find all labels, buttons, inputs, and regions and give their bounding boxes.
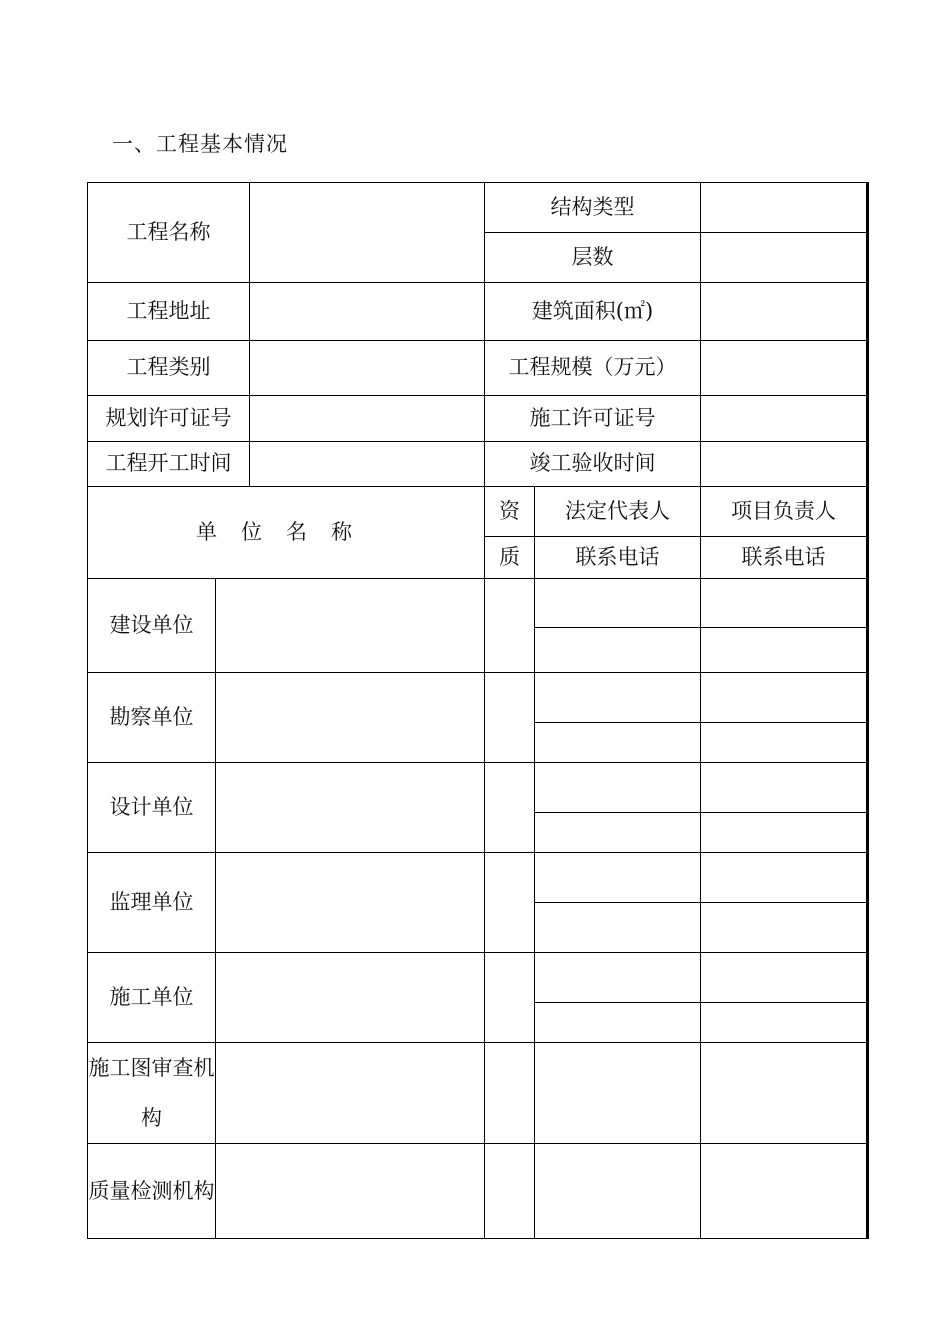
drawing-review-name-field[interactable] [216,1043,485,1144]
project-name-field[interactable] [250,183,485,283]
supervision-unit-rep-phone-field[interactable] [535,903,701,953]
design-unit-rep-phone-field[interactable] [535,813,701,853]
drawing-review-lead-field[interactable] [701,1043,868,1144]
project-lead-header: 项目负责人 [701,487,868,537]
project-address-label: 工程地址 [88,283,250,341]
construction-owner-legal-rep-field[interactable] [535,579,701,628]
construction-owner-qualification-field[interactable] [485,579,535,673]
contact-phone-header: 联系电话 [701,537,868,579]
contractor-unit-lead-field[interactable] [701,953,868,1003]
design-unit-legal-rep-field[interactable] [535,763,701,813]
construction-owner-label: 建设单位 [88,579,216,673]
design-unit-lead-phone-field[interactable] [701,813,868,853]
survey-unit-name-field[interactable] [216,673,485,763]
project-name-label: 工程名称 [88,183,250,283]
drawing-review-label: 施工图审查机构 [88,1043,216,1144]
contractor-unit-legal-rep-field[interactable] [535,953,701,1003]
supervision-unit-lead-field[interactable] [701,853,868,903]
structure-type-field[interactable] [701,183,868,233]
supervision-unit-qualification-field[interactable] [485,853,535,953]
floors-field[interactable] [701,233,868,283]
design-unit-label: 设计单位 [88,763,216,853]
contractor-unit-rep-phone-field[interactable] [535,1003,701,1043]
unit-name-header: 单位名称 [88,487,485,579]
survey-unit-lead-phone-field[interactable] [701,723,868,763]
project-scale-label: 工程规模（万元） [485,341,701,396]
design-unit-lead-field[interactable] [701,763,868,813]
structure-type-label: 结构类型 [485,183,701,233]
supervision-unit-name-field[interactable] [216,853,485,953]
qualification-header-bottom: 质 [485,537,535,579]
construction-permit-field[interactable] [701,396,868,442]
building-area-field[interactable] [701,283,868,341]
legal-rep-header: 法定代表人 [535,487,701,537]
start-time-label: 工程开工时间 [88,442,250,487]
construction-owner-name-field[interactable] [216,579,485,673]
acceptance-time-label: 竣工验收时间 [485,442,701,487]
construction-permit-label: 施工许可证号 [485,396,701,442]
supervision-unit-legal-rep-field[interactable] [535,853,701,903]
contractor-unit-name-field[interactable] [216,953,485,1043]
building-area-label: 建筑面积(㎡) [485,283,701,341]
floors-label: 层数 [485,233,701,283]
drawing-review-qualification-field[interactable] [485,1043,535,1144]
project-category-label: 工程类别 [88,341,250,396]
contractor-unit-lead-phone-field[interactable] [701,1003,868,1043]
contact-phone-header: 联系电话 [535,537,701,579]
supervision-unit-label: 监理单位 [88,853,216,953]
section-title: 一、工程基本情况 [112,132,288,156]
survey-unit-label: 勘察单位 [88,673,216,763]
design-unit-name-field[interactable] [216,763,485,853]
quality-testing-qualification-field[interactable] [485,1144,535,1239]
survey-unit-legal-rep-field[interactable] [535,673,701,723]
survey-unit-rep-phone-field[interactable] [535,723,701,763]
survey-unit-lead-field[interactable] [701,673,868,723]
project-address-field[interactable] [250,283,485,341]
quality-testing-name-field[interactable] [216,1144,485,1239]
survey-unit-qualification-field[interactable] [485,673,535,763]
supervision-unit-lead-phone-field[interactable] [701,903,868,953]
quality-testing-legal-rep-field[interactable] [535,1144,701,1239]
quality-testing-lead-field[interactable] [701,1144,868,1239]
construction-owner-lead-phone-field[interactable] [701,628,868,673]
planning-permit-label: 规划许可证号 [88,396,250,442]
design-unit-qualification-field[interactable] [485,763,535,853]
acceptance-time-field[interactable] [701,442,868,487]
construction-owner-lead-field[interactable] [701,579,868,628]
start-time-field[interactable] [250,442,485,487]
project-info-table [87,182,869,1239]
construction-owner-rep-phone-field[interactable] [535,628,701,673]
planning-permit-field[interactable] [250,396,485,442]
contractor-unit-label: 施工单位 [88,953,216,1043]
project-category-field[interactable] [250,341,485,396]
drawing-review-legal-rep-field[interactable] [535,1043,701,1144]
contractor-unit-qualification-field[interactable] [485,953,535,1043]
qualification-header-top: 资 [485,487,535,537]
project-scale-field[interactable] [701,341,868,396]
quality-testing-label: 质量检测机构 [88,1144,216,1239]
